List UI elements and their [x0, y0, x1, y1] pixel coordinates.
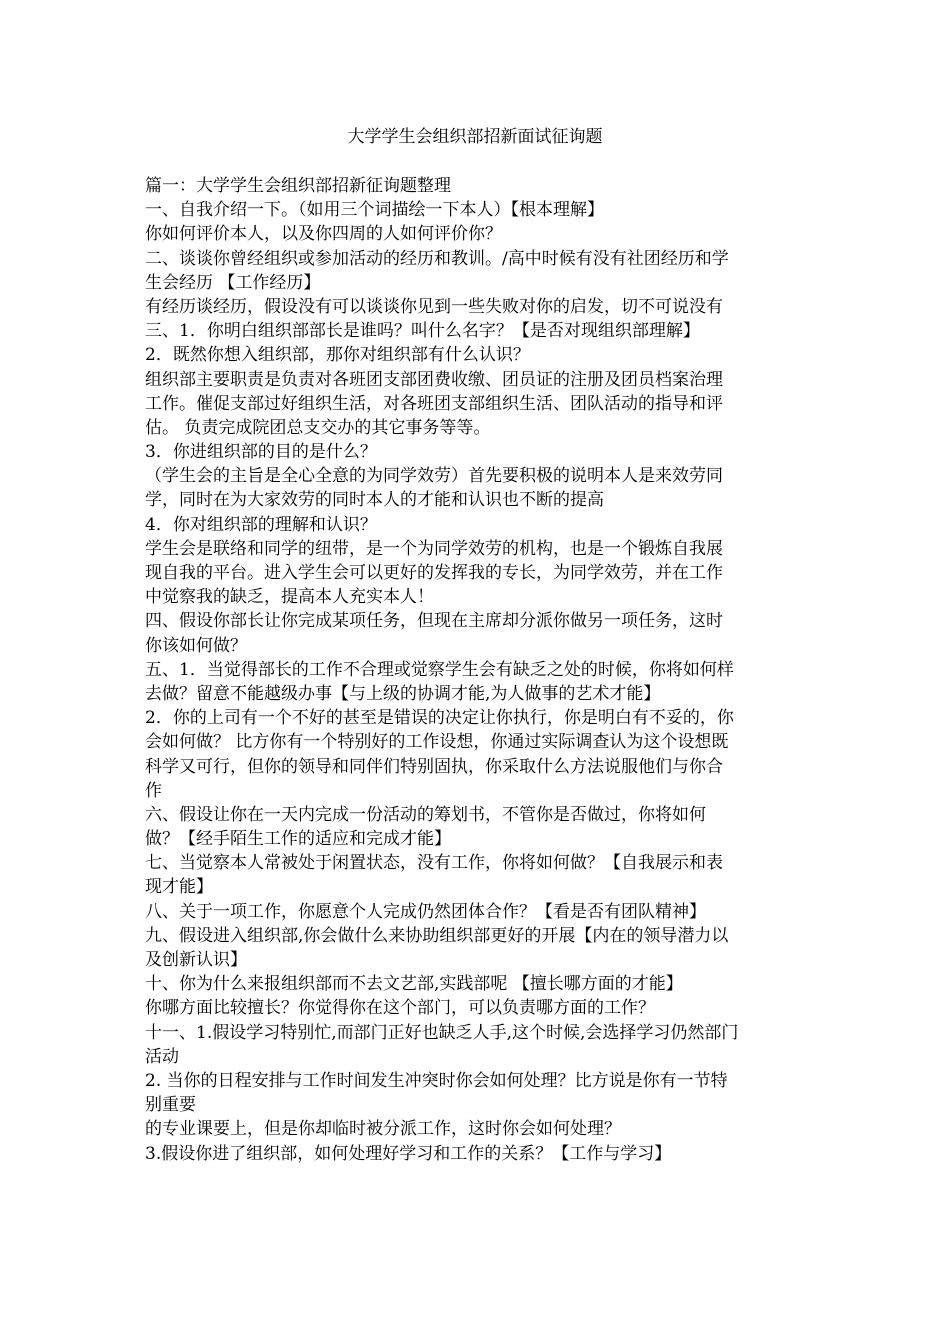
text-line: 科学又可行，但你的领导和同伴们特别固执，你采取什么方法说服他们与你合 [145, 756, 723, 777]
text-line: 及创新认识】 [145, 950, 247, 970]
text-line: 一、自我介绍一下。（如用三个词描绘一下本人）【根本理解】 [145, 200, 604, 221]
text-line: 工作。催促支部过好组织生活，对各班团支部组织生活、团队活动的指导和评 [145, 393, 723, 414]
text-line: 的专业课要上，但是你却临时被分派工作，这时你会如何处理？ [145, 1119, 621, 1140]
text-line: 五、1．当觉得部长的工作不合理或觉察学生会有缺乏之处的时候，你将如何样 [145, 659, 734, 680]
text-line: 十一、1.假设学习特别忙,而部门正好也缺乏人手,这个时候,会选择学习仍然部门 [145, 1022, 739, 1043]
text-line: 组织部主要职责是负责对各班团支部团费收缴、团员证的注册及团员档案治理 [145, 369, 723, 390]
text-line: 三、1．你明白组织部部长是谁吗？叫什么名字？【是否对现组织部理解】 [145, 321, 700, 342]
text-line: 八、关于一项工作，你愿意个人完成仍然团体合作？【看是否有团队精神】 [145, 901, 706, 922]
text-line: 现才能】 [145, 877, 213, 898]
text-line: 估。 负责完成院团总支交办的其它事务等等。 [145, 417, 491, 438]
text-line: 九、假设进入组织部,你会做什么来协助组织部更好的开展【内在的领导潜力以 [145, 925, 729, 946]
text-line: 四、假设你部长让你完成某项任务，但现在主席却分派你做另一项任务，这时 [145, 611, 723, 632]
text-line: 你哪方面比较擅长？你觉得你在这个部门，可以负责哪方面的工作？ [145, 998, 655, 1019]
text-line: 七、当觉察本人常被处于闲置状态，没有工作，你将如何做？【自我展示和表 [145, 853, 723, 874]
document-body [145, 174, 825, 1166]
text-line: 去做？留意不能越级办事【与上级的协调才能,为人做事的艺术才能】 [145, 683, 661, 704]
text-line: 六、假设让你在一天内完成一份活动的筹划书，不管你是否做过，你将如何 [145, 804, 706, 825]
text-line: 现自我的平台。进入学生会可以更好的发挥我的专长，为同学效劳，并在工作 [145, 563, 723, 583]
text-line: 2．你的上司有一个不好的甚至是错误的决定让你执行，你是明白有不妥的，你 [145, 708, 734, 729]
text-line: 做？【经手陌生工作的适应和完成才能】 [145, 829, 451, 850]
text-line: 别重要 [145, 1095, 196, 1116]
document-title: 大学学生会组织部招新面试征询题 [347, 127, 603, 147]
text-line: 2. 当你的日程安排与工作时间发生冲突时你会如何处理？比方说是你有一节特 [145, 1070, 728, 1091]
text-line: （学生会的主旨是全心全意的为同学效劳）首先要积极的说明本人是来效劳同 [145, 466, 723, 487]
text-line: 学，同时在为大家效劳的同时本人的才能和认识也不断的提高 [145, 490, 604, 511]
text-line: 十、你为什么来报组织部而不去文艺部,实践部呢 【擅长哪方面的才能】 [145, 974, 683, 995]
text-line: 学生会是联络和同学的纽带，是一个为同学效劳的机构，也是一个锻炼自我展 [145, 538, 723, 559]
text-line: 2．既然你想入组织部，那你对组织部有什么认识？ [145, 345, 530, 366]
text-line: 作 [145, 780, 162, 801]
text-line: 活动 [145, 1046, 179, 1067]
text-line: 3．你进组织部的目的是什么？ [145, 442, 377, 463]
text-line: 中觉察我的缺乏，提高本人充实本人！ [145, 587, 434, 608]
text-line: 有经历谈经历，假设没有可以谈谈你见到一些失败对你的启发，切不可说没有 [145, 296, 723, 317]
text-line: 篇一：大学学生会组织部招新征询题整理 [145, 176, 451, 196]
text-line: 4．你对组织部的理解和认识？ [145, 514, 377, 535]
text-line: 你该如何做？ [145, 635, 247, 656]
text-line: 3.假设你进了组织部，如何处理好学习和工作的关系？【工作与学习】 [145, 1143, 672, 1164]
text-line: 会如何做？ 比方你有一个特别好的工作设想，你通过实际调查认为这个设想既 [145, 732, 729, 753]
text-line: 你如何评价本人，以及你四周的人如何评价你？ [145, 224, 502, 245]
text-line: 生会经历 【工作经历】 [145, 272, 321, 293]
text-line: 二、谈谈你曾经组织或参加活动的经历和教训。/高中时候有没有社团经历和学 [145, 248, 729, 269]
